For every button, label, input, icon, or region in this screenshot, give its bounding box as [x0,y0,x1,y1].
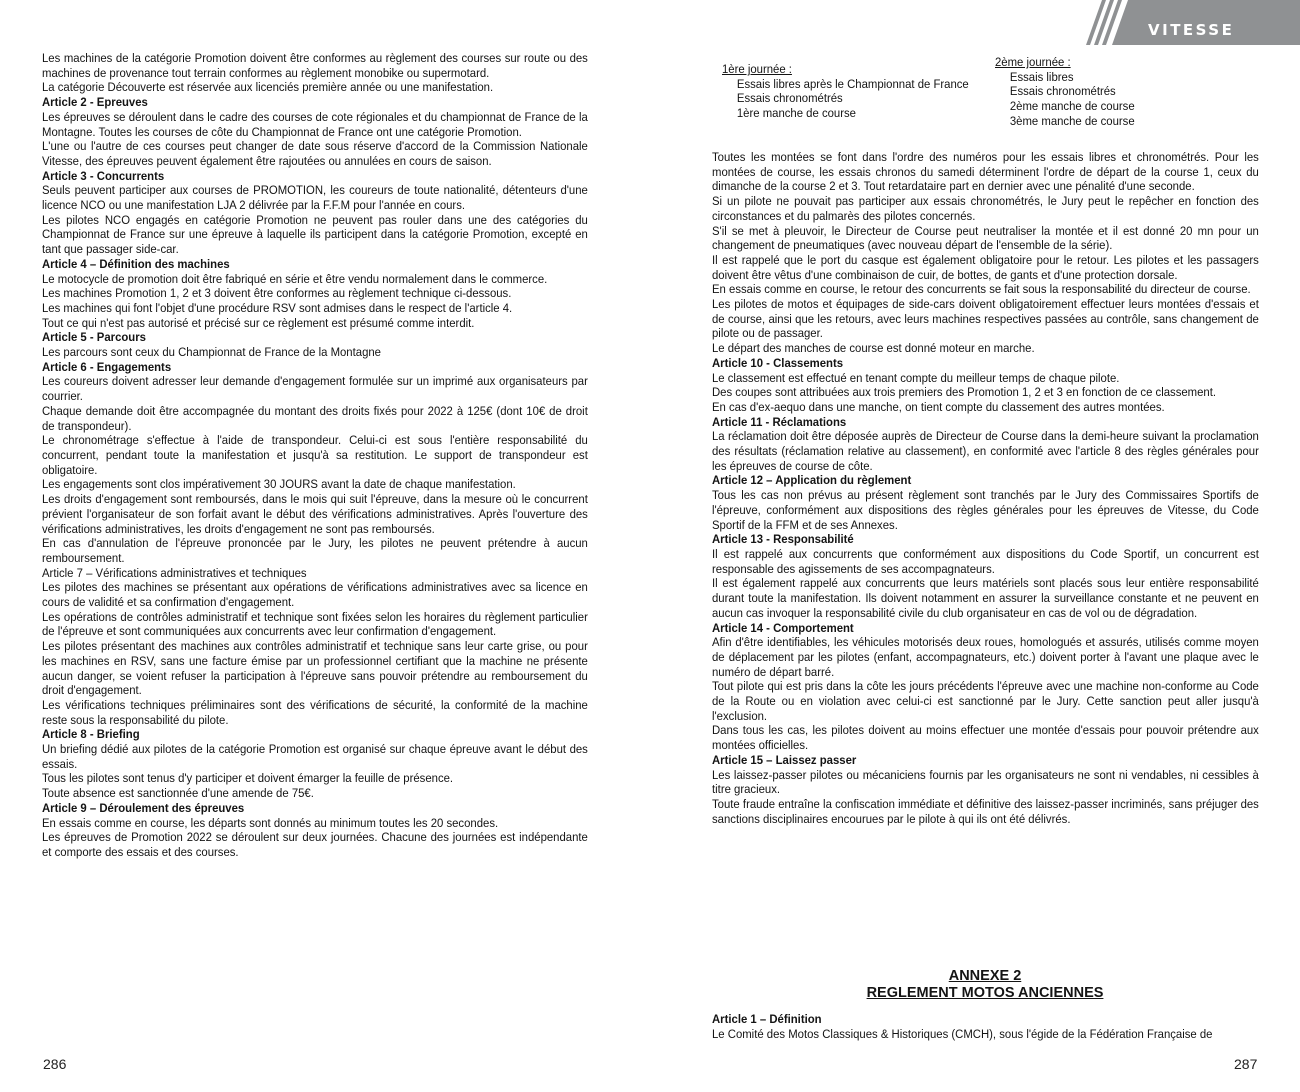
annex-article [712,1012,1258,1041]
text-section [712,415,1259,474]
paragraph-line: En cas d'annulation de l'épreuve prononcée par le Jury, les pilotes ne peuvent prétendre à aucun remboursement. [42,536,588,565]
text-section [712,679,1259,723]
schedule-day-title: 2ème journée : [995,55,1071,69]
schedule-day-title: 1ère journée : [722,62,792,76]
article-heading: Article 10 - Classements [712,355,844,370]
schedule-item: Essais libres [1009,69,1074,84]
paragraph-line: Les machines de la catégorie Promotion doivent être conformes au règlement des courses sur route ou des machines de provenance tout terrain conformes au règlement monobike ou supermotard. [42,51,588,80]
paragraph-line: Il est rappelé que le port du casque est également obligatoire pour le retour. Les pilotes et les passagers doivent être vêtus d'une combinaison de cuir, de bottes, de gants et d'une protection dorsale. [712,252,1259,282]
paragraph-line: Le motocycle de promotion doit être fabriqué en série et être vendu normalement dans le commerce. [42,271,548,286]
paragraph-line: Tous les cas non prévus au présent règlement sont tranchés par le Jury des Commissaires Sportifs de l'épreuve, conformément aux dispositions des règles générales pour les épreuves de Vitesse, du Code Sportif de la FFM et de ses Annexes. [712,488,1259,532]
paragraph-line: Les opérations de contrôles administratif et technique sont fixées selon les horaires du règlement particulier de l'épreuve et sont communiquées aux concurrents avec leur confirmation d'engagement. [42,609,588,639]
paragraph-line: Toute absence est sanctionnée d'une amende de 75€. [42,786,314,801]
paragraph-line: Les parcours sont ceux du Championnat de France de la Montagne [42,345,381,360]
annex-heading [712,968,1258,1001]
schedule-item: 2ème manche de course [1009,99,1135,114]
paragraph-line: Les pilotes NCO engagés en catégorie Promotion ne peuvent pas rouler dans une des catégories du Championnat de France sur une épreuve à laquelle ils participent dans la catégorie Promotion, excepté en tant que passager side-car. [42,212,588,257]
paragraph-line: La réclamation doit être déposée auprès de Directeur de Course dans la demi-heure suivant la proclamation des résultats (réclamation relative au classement), en conformité avec l'article 8 des règles générales pour les épreuves de course de côte. [712,429,1259,473]
paragraph-line: Tout pilote qui est pris dans la côte les jours précédents l'épreuve avec une machine non-conforme au Code de la Route ou en violation avec celui-ci est sanctionné par le Jury. Cette sanction peut aller jusqu'à l'exclusion. [712,679,1259,723]
article-heading: Article 15 – Laissez passer [712,752,857,767]
paragraph-line: Les droits d'engagement sont remboursés, dans le mois qui suit l'épreuve, dans la mesure où le concurrent prévient l'organisateur de son forfait avant le début des vérifications administratives. Après l'ouverture des vérifications administratives, les droits d'engagement ne sont pas remboursés. [42,492,588,536]
text-section [42,698,588,727]
text-section [42,95,588,169]
text-section [42,330,588,359]
paragraph-line: Toute fraude entraîne la confiscation immédiate et définitive des laissez-passer incriminés, sans préjuger des sanctions disciplinaires encourues par le pilote à qui ils ont été délivrés. [712,796,1259,826]
paragraph-line: Les épreuves se déroulent dans le cadre des courses de cote régionales et du championnat de France de la Montagne. Toutes les courses de côte du Championnat de France ont une catégorie Promotion. [42,109,588,139]
paragraph-line: Si un pilote ne pouvait pas participer aux essais chronométrés, le Jury peut le repêcher en fonction des circonstances et du palmarès des pilotes concernés. [712,194,1259,223]
paragraph-line: Chaque demande doit être accompagnée du montant des droits fixés pour 2022 à 125€ (dont 10€ de droit de transpondeur). [42,403,588,433]
paragraph-line: Tous les pilotes sont tenus d'y participer et doivent émarger la feuille de présence. [42,771,454,786]
paragraph-line: Seuls peuvent participer aux courses de PROMOTION, les coureurs de toute nationalité, détenteurs d'une licence NCO ou une manifestation LJA 2 délivrée par la F.F.M pour l'année en cours. [42,183,588,213]
text-section [712,282,1259,341]
text-section [712,753,1259,827]
paragraph-line: Afin d'être identifiables, les véhicules motorisés deux roues, homologués et assurés, utilisés comme moyen de déplacement par les pilotes (enfant, accompagnateurs, etc.) doivent porter à l'avant une plaque avec le numéro de départ barré. [712,635,1259,679]
text-section [42,51,588,80]
paragraph-line: Des coupes sont attribuées aux trois premiers des Promotion 1, 2 et 3 en fonction de ce classement. [712,385,1217,400]
schedule-day-2 [995,55,1135,129]
text-section [42,727,588,801]
paragraph-line: Les laissez-passer pilotes ou mécaniciens fournis par les organisateurs ne sont ni vendables, ni cessibles à titre gracieux. [712,767,1259,797]
article-heading: Article 5 - Parcours [42,330,146,345]
paragraph-line: Les coureurs doivent adresser leur demande d'engagement formulée sur un imprimé aux organisateurs par courrier. [42,374,588,404]
article-heading: Article 14 - Comportement [712,620,854,635]
text-section [42,360,588,434]
paragraph-line: Il est rappelé aux concurrents que conformément aux dispositions du Code Sportif, un concurrent est responsable des agissements de ses accompagnateurs. [712,546,1259,576]
article-heading: Article 3 - Concurrents [42,168,165,183]
paragraph-line: Un briefing dédié aux pilotes de la catégorie Promotion est organisé sur chaque épreuve avant le début des essais. [42,742,588,771]
text-section [42,433,588,565]
text-section [712,723,1259,752]
paragraph-line: Les vérifications techniques préliminaires sont des vérifications de sécurité, la conformité de la machine reste sous la responsabilité du pilote. [42,697,588,727]
paragraph-line: Les épreuves de Promotion 2022 se déroulent sur deux journées. Chacune des journées est indépendante et comporte des essais et des courses. [42,830,588,859]
paragraph-line: En essais comme en course, les départs sont donnés au minimum toutes les 20 secondes. [42,815,499,830]
schedule-item: 3ème manche de course [1009,113,1135,128]
paragraph-line: Les engagements sont clos impérativement 30 JOURS avant la date de chaque manifestation. [42,477,516,492]
paragraph-line: Il est également rappelé aux concurrents que leurs matériels sont placés sous leur entière responsabilité durant toute la manifestation. Ils doivent notamment en assurer la surveillance constante et ne peuvent en aucun cas invoquer la responsabilité civile du club organisateur en cas de vol ou de dégradation. [712,576,1259,620]
paragraph-line: L'une ou l'autre de ces courses peut changer de date sous réserve d'accord de la Commission Nationale Vitesse, des épreuves peuvent également être rajoutées ou annulées en cours de saison. [42,139,588,168]
paragraph-line: Les pilotes de motos et équipages de side-cars doivent obligatoirement effectuer leurs montées d'essais et de course, ainsi que les retours, avec leurs machines respectives passées au contrôle, sans changement de pilote ou de passager. [712,297,1259,341]
article-heading: Article 2 - Epreuves [42,95,148,110]
text-section [42,801,588,860]
text-section [712,150,1259,194]
right-column [712,150,1259,826]
annex-article-text: Le Comité des Motos Classiques & Historiques (CMCH), sous l'égide de la Fédération Française de [712,1026,1213,1041]
right-page [650,0,1300,1092]
article-heading: Article 8 - Briefing [42,727,140,742]
text-section [42,169,588,257]
paragraph-line: En cas d'ex-aequo dans une manche, on tient compte du classement des autres montées. [712,399,1165,414]
text-section [712,253,1259,282]
text-section [712,356,1259,415]
text-section [42,639,588,698]
page-number: 287 [1234,1056,1258,1072]
paragraph-line: Tout ce qui n'est pas autorisé et précisé sur ce règlement est présumé comme interdit. [42,315,475,330]
text-section [42,257,588,331]
schedule-item: Essais libres après le Championnat de France [736,76,969,91]
article-heading: Article 7 – Vérifications administratives et techniques [42,565,307,580]
article-heading: Article 11 - Réclamations [712,414,847,429]
paragraph-line: Les machines Promotion 1, 2 et 3 doivent être conformes au règlement technique ci-dessous. [42,286,512,301]
paragraph-line: Le chronométrage s'effectue à l'aide de transpondeur. Celui-ci est sous l'entière responsabilité du concurrent, pendant toute la manifestation et jusqu'à sa restitution. Le support de transpondeur est obligatoire. [42,433,588,477]
annex-title: ANNEXE 2 [948,968,1022,984]
article-heading: Article 12 – Application du règlement [712,473,912,488]
paragraph-line: Dans tous les cas, les pilotes doivent au moins effectuer une montée d'essais pour pouvoir prétendre aux montées officielles. [712,723,1259,753]
text-section [712,532,1259,576]
schedule-item: Essais chronométrés [736,91,843,106]
text-section [712,576,1259,620]
article-heading: Article 13 - Responsabilité [712,532,854,547]
schedule-day-1 [722,62,969,121]
paragraph-line: Le classement est effectué en tenant compte du meilleur temps de chaque pilote. [712,370,1120,385]
text-section [42,566,588,640]
paragraph-line: En essais comme en course, le retour des concurrents se fait sous la responsabilité du directeur de course. [712,282,1251,297]
annex-article-heading: Article 1 – Définition [712,1012,822,1026]
text-section [712,341,1259,356]
text-section [712,194,1259,253]
schedule-item: Essais chronométrés [1009,84,1116,99]
paragraph-line: S'il se met à pleuvoir, le Directeur de Course peut neutraliser la montée et il est donné 20 mn pour un changement de pneumatiques (avec nouveau départ de l'ensemble de la série). [712,223,1259,253]
annex-subtitle: REGLEMENT MOTOS ANCIENNES [866,984,1104,1001]
paragraph-line: Les pilotes des machines se présentant aux opérations de vérifications administratives avec sa licence en cours de validité et sa confirmation d'engagement. [42,580,588,610]
paragraph-line: La catégorie Découverte est réservée aux licenciés première année ou une manifestation. [42,80,494,95]
schedule-item: 1ère manche de course [736,106,856,121]
text-section [712,621,1259,680]
banner-label: VITESSE [1148,21,1235,39]
paragraph-line: Les machines qui font l'objet d'une procédure RSV sont admises dans le respect de l'article 4. [42,300,513,315]
article-heading: Article 6 - Engagements [42,359,172,374]
text-section [712,473,1259,532]
text-section [42,80,588,95]
left-column [42,51,588,860]
paragraph-line: Toutes les montées se font dans l'ordre des numéros pour les essais libres et chronométrés. Pour les montées de course, les essais chronos du samedi déterminent l'ordre de départ de la course 1, ceux du dimanche de la course 2 et 3. Tout retardataire part en dernier avec une pénalité d'une seconde. [712,150,1259,194]
paragraph-line: Le départ des manches de course est donné moteur en marche. [712,341,1035,356]
article-heading: Article 4 – Définition des machines [42,256,230,271]
article-heading: Article 9 – Déroulement des épreuves [42,800,245,815]
paragraph-line: Les pilotes présentant des machines aux contrôles administratif et technique sans leur carte grise, ou pour les machines en RSV, sans une facture émise par un professionnel certifiant que la machine ne présente aucun danger, se voient refuser la participation à l'épreuve sans pouvoir prétendre au remboursement du droit d'engagement. [42,639,588,698]
page-number: 286 [43,1056,67,1072]
